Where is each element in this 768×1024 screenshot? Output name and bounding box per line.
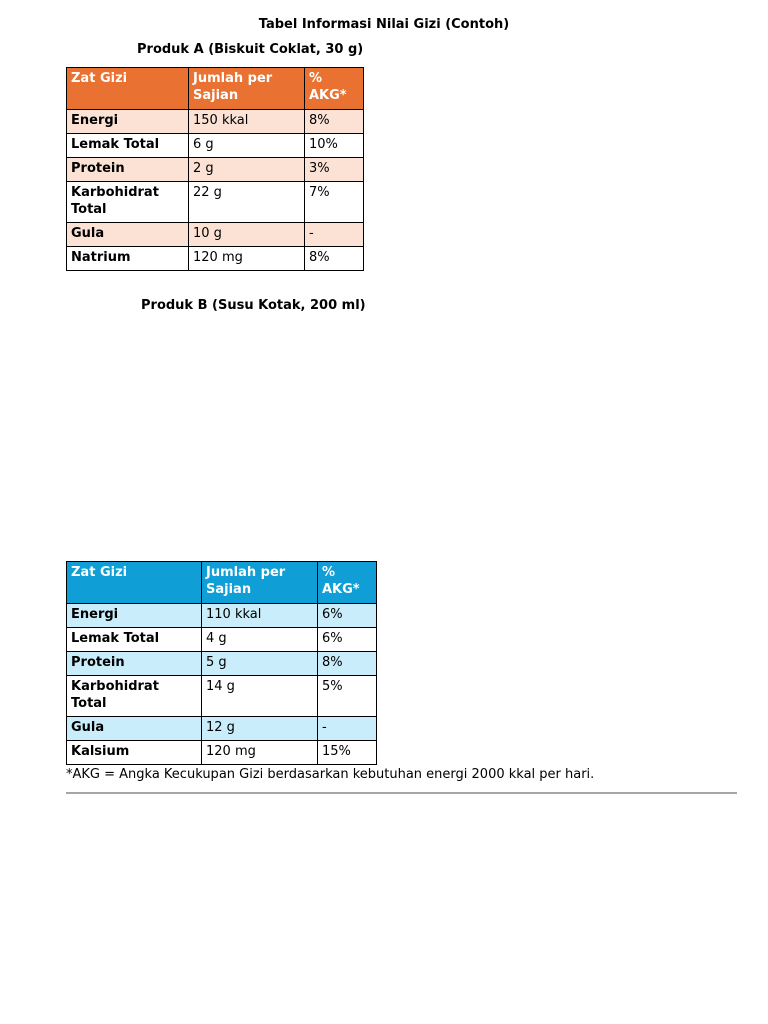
nutrient-akg: 6% bbox=[318, 628, 377, 652]
table-row bbox=[67, 717, 377, 741]
nutrient-name: Lemak Total bbox=[67, 628, 202, 652]
product-a-caption: Produk A (Biskuit Coklat, 30 g) bbox=[137, 42, 364, 57]
nutrient-name: Protein bbox=[67, 158, 189, 182]
nutrient-amount: 10 g bbox=[189, 223, 305, 247]
nutrient-akg: 8% bbox=[305, 110, 364, 134]
nutrient-name: Lemak Total bbox=[67, 134, 189, 158]
nutrient-akg: 15% bbox=[318, 741, 377, 765]
nutrient-amount: 6 g bbox=[189, 134, 305, 158]
nutrient-name: Karbohidrat Total bbox=[67, 182, 189, 223]
nutrient-amount: 4 g bbox=[202, 628, 318, 652]
table-row bbox=[67, 652, 377, 676]
nutrient-name: Energi bbox=[67, 110, 189, 134]
nutrient-amount: 150 kkal bbox=[189, 110, 305, 134]
nutrient-name: Kalsium bbox=[67, 741, 202, 765]
header-zat-gizi: Zat Gizi bbox=[67, 68, 189, 110]
header-akg: % AKG* bbox=[305, 68, 364, 110]
product-a-nutrition-table bbox=[66, 67, 364, 271]
nutrient-akg: 10% bbox=[305, 134, 364, 158]
table-row bbox=[67, 628, 377, 652]
table-row bbox=[67, 134, 364, 158]
table-row bbox=[67, 223, 364, 247]
header-akg: % AKG* bbox=[318, 562, 377, 604]
header-jumlah-per-sajian: Jumlah per Sajian bbox=[189, 68, 305, 110]
nutrient-amount: 120 mg bbox=[202, 741, 318, 765]
nutrient-amount: 120 mg bbox=[189, 247, 305, 271]
table-header-row bbox=[67, 562, 377, 604]
nutrient-akg: - bbox=[318, 717, 377, 741]
product-b-nutrition-table bbox=[66, 561, 377, 765]
nutrient-amount: 22 g bbox=[189, 182, 305, 223]
nutrient-name: Natrium bbox=[67, 247, 189, 271]
nutrient-akg: 5% bbox=[318, 676, 377, 717]
table-row bbox=[67, 182, 364, 223]
table-row bbox=[67, 604, 377, 628]
nutrient-name: Protein bbox=[67, 652, 202, 676]
nutrient-akg: 8% bbox=[318, 652, 377, 676]
table-row bbox=[67, 676, 377, 717]
nutrient-amount: 12 g bbox=[202, 717, 318, 741]
akg-footnote: *AKG = Angka Kecukupan Gizi berdasarkan kebutuhan energi 2000 kkal per hari. bbox=[66, 767, 595, 782]
nutrient-akg: 3% bbox=[305, 158, 364, 182]
nutrient-amount: 14 g bbox=[202, 676, 318, 717]
nutrient-name: Energi bbox=[67, 604, 202, 628]
nutrient-amount: 2 g bbox=[189, 158, 305, 182]
nutrient-name: Gula bbox=[67, 717, 202, 741]
table-row bbox=[67, 158, 364, 182]
nutrient-akg: 8% bbox=[305, 247, 364, 271]
nutrient-amount: 5 g bbox=[202, 652, 318, 676]
product-b-caption: Produk B (Susu Kotak, 200 ml) bbox=[141, 298, 366, 313]
table-row bbox=[67, 247, 364, 271]
table-header-row bbox=[67, 68, 364, 110]
nutrient-name: Karbohidrat Total bbox=[67, 676, 202, 717]
nutrient-akg: - bbox=[305, 223, 364, 247]
horizontal-rule bbox=[66, 792, 737, 794]
table-row bbox=[67, 741, 377, 765]
nutrient-akg: 6% bbox=[318, 604, 377, 628]
header-jumlah-per-sajian: Jumlah per Sajian bbox=[202, 562, 318, 604]
nutrient-amount: 110 kkal bbox=[202, 604, 318, 628]
table-row bbox=[67, 110, 364, 134]
nutrient-name: Gula bbox=[67, 223, 189, 247]
header-zat-gizi: Zat Gizi bbox=[67, 562, 202, 604]
document-title: Tabel Informasi Nilai Gizi (Contoh) bbox=[258, 17, 510, 32]
nutrient-akg: 7% bbox=[305, 182, 364, 223]
